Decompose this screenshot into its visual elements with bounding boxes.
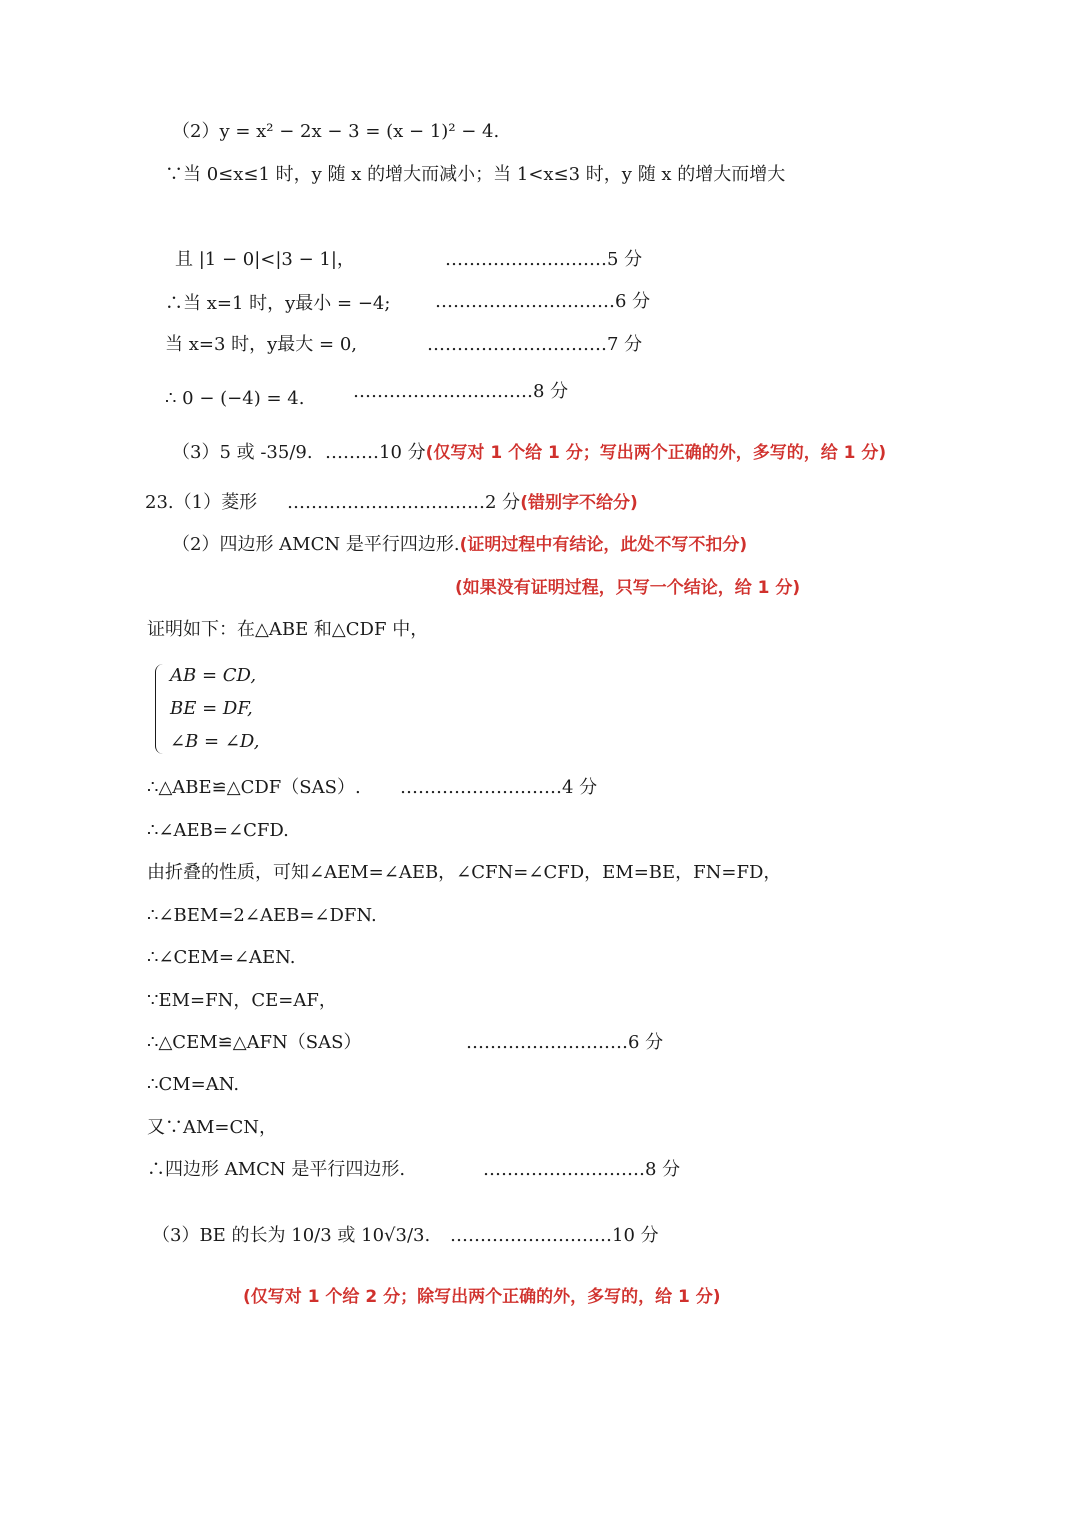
system-line: BE = DF,: [170, 698, 253, 719]
proof-line: 又∵AM=CN，: [147, 1117, 278, 1138]
proof-line: ∴CM=AN.: [147, 1074, 240, 1095]
score-7: …………………………7 分: [427, 334, 643, 355]
q23-score-2-line: [287, 491, 638, 515]
abs-compare-line: 且 |1 − 0|<|3 − 1|，: [175, 249, 355, 270]
grading-note: (证明过程中有结论，此处不写不扣分): [459, 535, 748, 555]
part3-answer: （3）BE 的长为 10/3 或 10√3/3.: [152, 1225, 431, 1246]
score-5: ………………………5 分: [445, 249, 643, 270]
score-6: ………………………6 分: [466, 1032, 664, 1053]
q23-part1: 23.（1）菱形: [145, 492, 258, 513]
score-2: ……………………………2 分: [287, 492, 521, 513]
score-10-line: [325, 441, 886, 465]
proof-line: ∴∠BEM=2∠AEB=∠DFN.: [147, 905, 377, 926]
system-line: ∠B = ∠D,: [170, 731, 260, 752]
eq-line: （2）y = x² − 2x − 3 = (x − 1)² − 4.: [172, 121, 500, 142]
monotonic-line: ∵当 0≤x≤1 时，y 随 x 的增大而减小；当 1<x≤3 时，y 随 x 的增大而增大: [165, 164, 786, 185]
part3-answer: （3）5 或 -35/9.: [172, 442, 313, 463]
grading-note: (仅写对 1 个给 2 分；除写出两个正确的外，多写的，给 1 分): [243, 1287, 721, 1307]
grading-note: (如果没有证明过程，只写一个结论，给 1 分): [455, 578, 801, 598]
score-10: ………………………10 分: [450, 1225, 659, 1246]
max-line: 当 x=3 时，y最大 = 0,: [165, 334, 357, 355]
proof-line: ∵EM=FN，CE=AF，: [147, 990, 337, 1011]
proof-line: ∴四边形 AMCN 是平行四边形.: [147, 1159, 406, 1180]
score-6: …………………………6 分: [435, 291, 651, 312]
score-4: ………………………4 分: [400, 777, 598, 798]
brace: [155, 664, 166, 754]
diff-line: ∴ 0 − (−4) = 4.: [165, 388, 305, 409]
score-8: …………………………8 分: [353, 381, 569, 402]
proof-line: ∴∠CEM=∠AEN.: [147, 947, 296, 968]
congruence-line: ∴△ABE≌△CDF（SAS）.: [147, 777, 361, 798]
system-line: AB = CD,: [170, 665, 257, 686]
grading-note: (仅写对 1 个给 1 分；写出两个正确的外，多写的，给 1 分): [425, 443, 887, 463]
proof-line: 由折叠的性质，可知∠AEM=∠AEB，∠CFN=∠CFD，EM=BE，FN=FD，: [147, 862, 782, 883]
q23-part2-line: [172, 533, 747, 557]
proof-intro: 证明如下：在△ABE 和△CDF 中，: [147, 619, 429, 640]
proof-line: ∴∠AEB=∠CFD.: [147, 820, 289, 841]
grading-note: (错别字不给分): [520, 493, 638, 513]
min-line: ∴当 x=1 时，y最小 = −4;: [165, 293, 391, 314]
proof-line: ∴△CEM≌△AFN（SAS）: [147, 1032, 362, 1053]
score-10: ………10 分: [325, 442, 426, 463]
q23-part2: （2）四边形 AMCN 是平行四边形.: [172, 534, 460, 555]
score-8: ………………………8 分: [483, 1159, 681, 1180]
